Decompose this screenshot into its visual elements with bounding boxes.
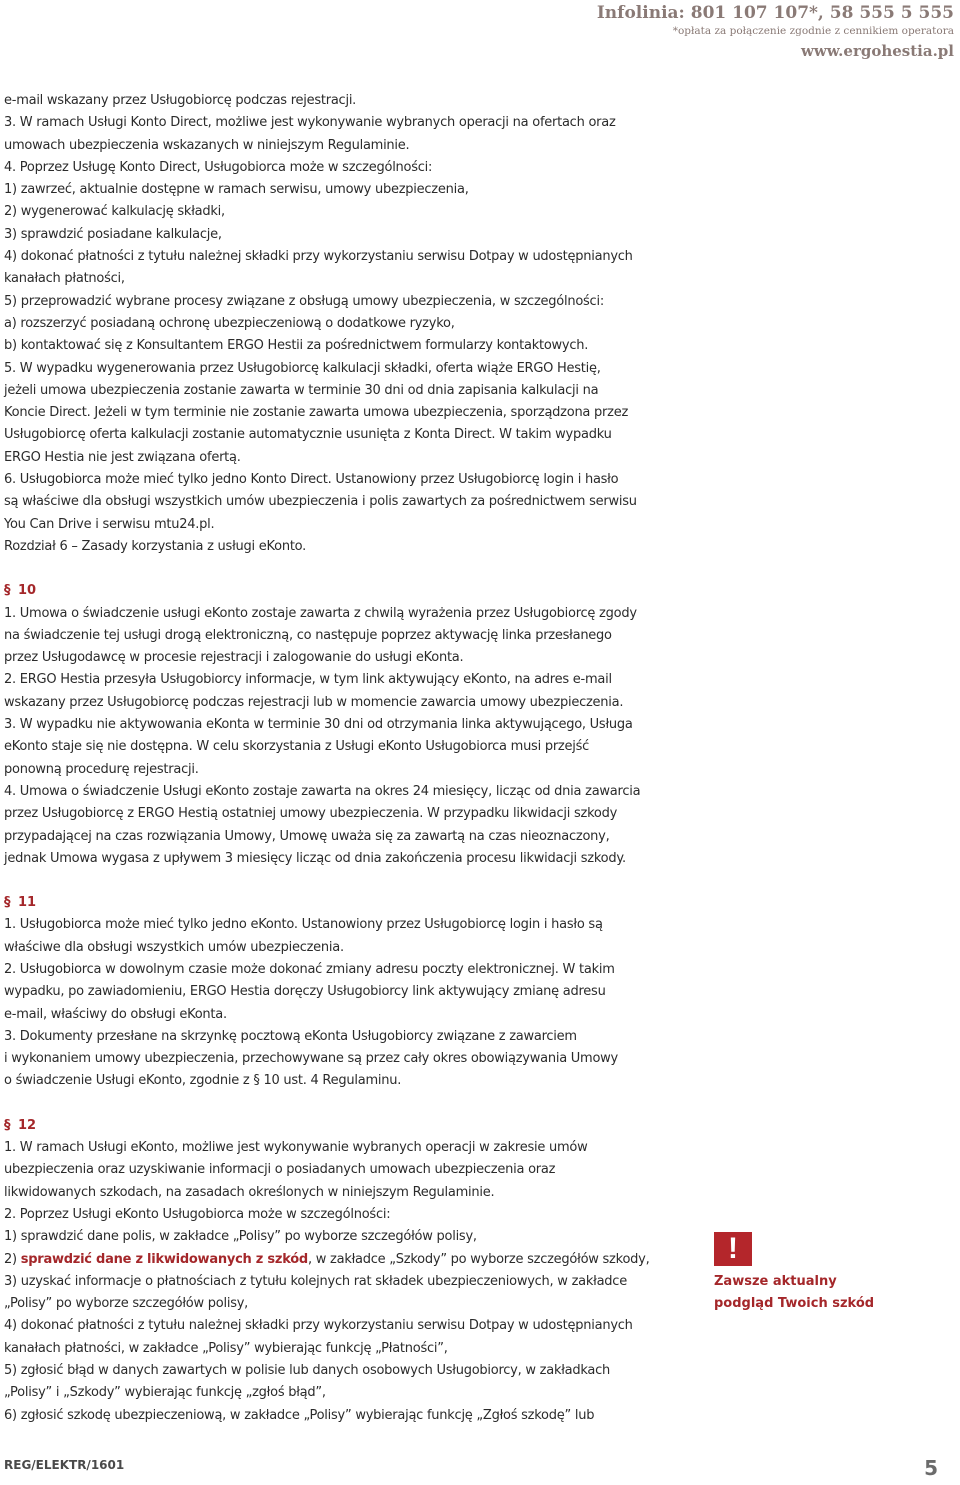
text-line: 3. Dokumenty przesłane na skrzynkę pocztową eKonta Usługobiorcy związane z zawarciem <box>4 1028 577 1044</box>
text-line: 4. Umowa o świadczenie Usługi eKonto zostaje zawarta na okres 24 miesięcy, licząc od dnia zawarcia <box>4 783 641 799</box>
text-line: 2. Usługobiorca w dowolnym czasie może dokonać zmiany adresu poczty elektronicznej. W takim <box>4 961 615 977</box>
text-line: 1. W ramach Usługi eKonto, możliwe jest wykonywanie wybranych operacji w zakresie umów <box>4 1140 588 1156</box>
text-line: Usługobiorcę oferta kalkulacji zostanie automatycznie usunięta z Konta Direct. W takim wypadku <box>4 427 612 443</box>
text-line: 1) sprawdzić dane polis, w zakładce „Polisy” po wyborze szczegółów polisy, <box>4 1229 477 1245</box>
text-line: umowach ubezpieczenia wskazanych w niniejszym Regulaminie. <box>4 137 410 153</box>
text-line: jednak Umowa wygasa z upływem 3 miesięcy licząc od dnia zakończenia procesu likwidacji szkody. <box>4 850 626 866</box>
section-sign: § <box>4 583 11 599</box>
text-line: 3. W ramach Usługi Konto Direct, możliwe jest wykonywanie wybranych operacji na ofertach oraz <box>4 115 616 131</box>
side-note-line: podgląd Twoich szkód <box>714 1296 875 1311</box>
text-line: 1. Usługobiorca może mieć tylko jedno eKonto. Ustanowiony przez Usługobiorcę login i hasło są <box>4 917 603 933</box>
text-line: 1. Umowa o świadczenie usługi eKonto zostaje zawarta z chwilą wyrażenia przez Usługobiorcę zgody <box>4 605 637 621</box>
website-link[interactable]: www.ergohestia.pl <box>800 42 954 60</box>
section-sign: § <box>4 1117 11 1133</box>
text-line: kanałach płatności, <box>4 271 125 287</box>
line-prefix: 2) <box>4 1251 21 1267</box>
page-number: 5 <box>924 1456 938 1480</box>
text-line: 2. Poprzez Usługi eKonto Usługobiorca może w szczególności: <box>4 1206 391 1222</box>
text-line: na świadczenie tej usługi drogą elektroniczną, co następuje poprzez aktywację linka przesłanego <box>4 627 612 643</box>
text-line: 3) uzyskać informacje o płatnościach z tytułu kolejnych rat składek ubezpieczeniowych, w zakładce <box>4 1273 627 1289</box>
section-heading-11 <box>4 892 694 914</box>
side-note-line: Zawsze aktualny <box>714 1274 837 1289</box>
page-header <box>597 4 954 62</box>
text-line: 4) dokonać płatności z tytułu należnej składki przy wykorzystaniu serwisu Dotpay w udostępnianych <box>4 249 633 265</box>
text-line: 5) przeprowadzić wybrane procesy związane z obsługą umowy ubezpieczenia, w szczególności: <box>4 293 604 309</box>
section-12 <box>4 1137 694 1427</box>
section-11 <box>4 914 694 1092</box>
text-line: 3) sprawdzić posiadane kalkulacje, <box>4 226 222 242</box>
section-number: 11 <box>18 895 37 911</box>
text-line: o świadczenie Usługi eKonto, zgodnie z § 10 ust. 4 Regulaminu. <box>4 1073 402 1089</box>
text-line: „Polisy” po wyborze szczegółów polisy, <box>4 1296 249 1312</box>
text-line: b) kontaktować się z Konsultantem ERGO Hestii za pośrednictwem formularzy kontaktowych. <box>4 338 589 354</box>
text-line: wskazany przez Usługobiorcę podczas rejestracji lub w momencie zawarcia umowy ubezpieczenia. <box>4 694 624 710</box>
text-line: ubezpieczenia oraz uzyskiwanie informacji o posiadanych umowach ubezpieczenia oraz <box>4 1162 556 1178</box>
text-line: ERGO Hestia nie jest związana ofertą. <box>4 449 241 465</box>
text-line: 2) wygenerować kalkulację składki, <box>4 204 225 220</box>
document-code: REG/ELEKTR/1601 <box>4 1458 125 1472</box>
section-heading-10 <box>4 580 694 602</box>
text-line: 5) zgłosić błąd w danych zawartych w polisie lub danych osobowych Usługobiorcy, w zakładkach <box>4 1363 611 1379</box>
hotline-note: *opłata za połączenie zgodnie z cennikiem operatora <box>672 25 954 37</box>
text-line: 6) zgłosić szkodę ubezpieczeniową, w zakładce „Polisy” wybierając funkcję „Zgłoś szkodę” lub <box>4 1407 595 1423</box>
text-line: kanałach płatności, w zakładce „Polisy” wybierając funkcję „Płatności”, <box>4 1340 448 1356</box>
side-note <box>714 1232 914 1315</box>
text-line: e-mail wskazany przez Usługobiorcę podczas rejestracji. <box>4 93 357 108</box>
section-sign: § <box>4 895 11 911</box>
top-section <box>4 90 694 558</box>
highlighted-line <box>4 1249 694 1271</box>
text-line: „Polisy” i „Szkody” wybierając funkcję „zgłoś błąd”, <box>4 1385 326 1401</box>
text-line: ponowną procedurę rejestracji. <box>4 761 199 777</box>
exclamation-icon: ! <box>714 1232 752 1266</box>
text-line: przez Usługodawcę w procesie rejestracji i zalogowanie do usługi eKonta. <box>4 650 464 666</box>
text-line: eKonto staje się nie dostępna. W celu skorzystania z Usługi eKonto Usługobiorca musi przejść <box>4 739 590 755</box>
text-line: 1) zawrzeć, aktualnie dostępne w ramach serwisu, umowy ubezpieczenia, <box>4 182 469 198</box>
text-line: wypadku, po zawiadomieniu, ERGO Hestia doręczy Usługobiorcy link aktywujący zmianę adresu <box>4 984 606 1000</box>
text-line: są właściwe dla obsługi wszystkich umów ubezpieczenia i polis zawartych za pośrednictwem serwisu <box>4 494 637 510</box>
text-line: likwidowanych szkodach, na zasadach określonych w niniejszym Regulaminie. <box>4 1184 495 1200</box>
text-line: 4) dokonać płatności z tytułu należnej składki przy wykorzystaniu serwisu Dotpay w udostępnianych <box>4 1318 633 1334</box>
text-line: 6. Usługobiorca może mieć tylko jedno Konto Direct. Ustanowiony przez Usługobiorcę login i hasło <box>4 472 619 488</box>
text-line: przypadającej na czas rozwiązania Umowy, Umowę uważa się za zawartą na czas nieoznaczony, <box>4 828 610 844</box>
section-heading-12 <box>4 1115 694 1137</box>
hotline-text: Infolinia: 801 107 107*, 58 555 5 555 <box>596 3 954 23</box>
text-line: 5. W wypadku wygenerowania przez Usługobiorcę kalkulacji składki, oferta wiąże ERGO Hestię, <box>4 360 601 376</box>
text-line: 3. W wypadku nie aktywowania eKonta w terminie 30 dni od otrzymania linka aktywującego, Usługa <box>4 717 633 733</box>
highlighted-phrase: sprawdzić dane z likwidowanych z szkód <box>20 1251 308 1267</box>
text-line: e-mail, właściwy do obsługi eKonta. <box>4 1006 227 1022</box>
text-line: Koncie Direct. Jeżeli w tym terminie nie zostanie zawarta umowa ubezpieczenia, sporządzona przez <box>4 405 629 421</box>
text-line: 2. ERGO Hestia przesyła Usługobiorcy informacje, w tym link aktywujący eKonto, na adres e-mail <box>4 672 612 688</box>
text-line: przez Usługobiorcę z ERGO Hestią ostatniej umowy ubezpieczenia. W przypadku likwidacji szkody <box>4 806 618 822</box>
text-line: właściwe dla obsługi wszystkich umów ubezpieczenia. <box>4 939 344 955</box>
side-note-text <box>714 1271 914 1315</box>
section-10 <box>4 603 694 871</box>
section-number: 10 <box>18 583 37 599</box>
section-number: 12 <box>18 1117 37 1133</box>
text-line: a) rozszerzyć posiadaną ochronę ubezpieczeniową o dodatkowe ryzyko, <box>4 315 455 331</box>
document-body <box>4 90 694 1427</box>
text-line: Rozdział 6 – Zasady korzystania z usługi eKonto. <box>4 538 307 554</box>
text-line: You Can Drive i serwisu mtu24.pl. <box>4 516 215 532</box>
text-line: jeżeli umowa ubezpieczenia zostanie zawarta w terminie 30 dni od dnia zapisania kalkulacji na <box>4 382 599 398</box>
text-line: 4. Poprzez Usługę Konto Direct, Usługobiorca może w szczególności: <box>4 159 433 175</box>
text-line: i wykonaniem umowy ubezpieczenia, przechowywane są przez cały okres obowiązywania Umowy <box>4 1051 618 1067</box>
line-suffix: , w zakładce „Szkody” po wyborze szczegółów szkody, <box>308 1251 650 1267</box>
